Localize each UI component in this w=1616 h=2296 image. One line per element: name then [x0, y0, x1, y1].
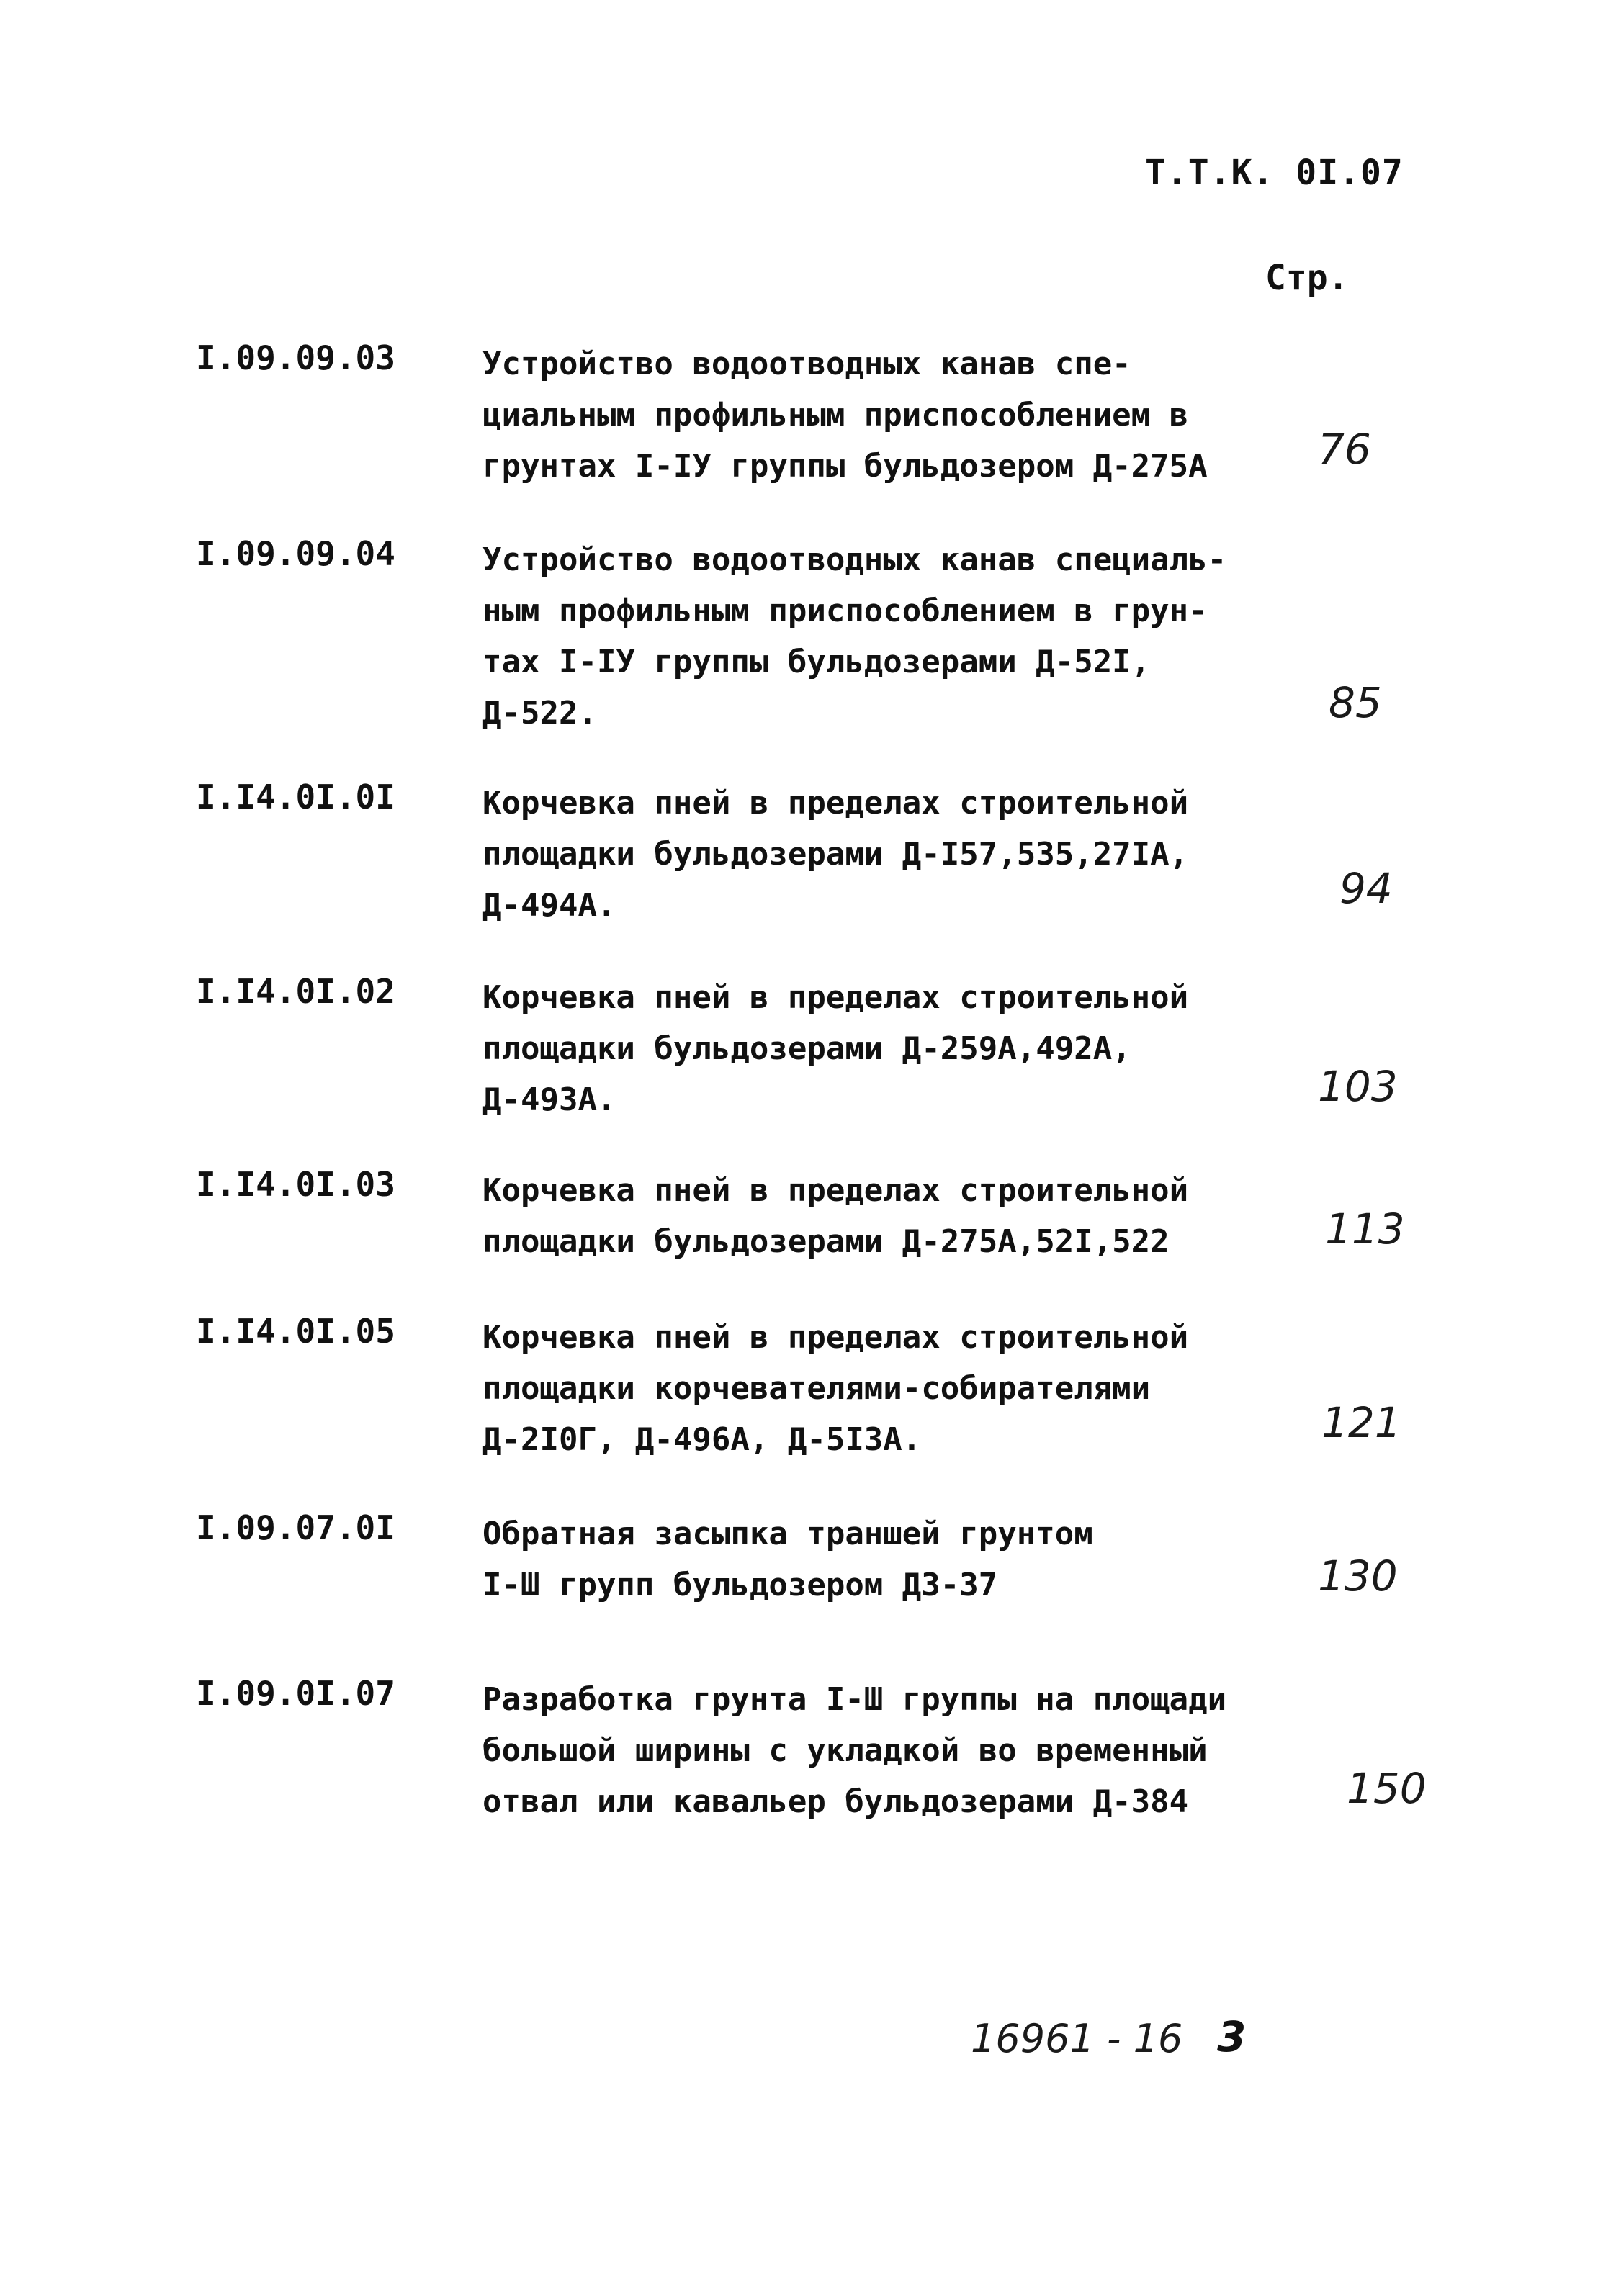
entry-title-line: Д-494А. — [482, 887, 616, 924]
entry-title — [482, 534, 1289, 739]
entry-page-number: 121 — [1321, 1398, 1401, 1447]
entry-title-line: ным профильным приспособлением в грун- — [482, 593, 1208, 629]
entry-title — [482, 338, 1289, 492]
entry-page-number: 103 — [1318, 1062, 1398, 1111]
entry-title-line: площадки корчевателями-собирателями — [482, 1370, 1151, 1407]
entry-title-line: тах I-IУ группы бульдозерами Д-52I, — [482, 644, 1151, 680]
document-code: Т.Т.К. 0I.07 — [1145, 153, 1404, 193]
entry-title-line: площадки бульдозерами Д-I57,535,27IА, — [482, 836, 1189, 873]
entry-code: I.I4.0I.02 — [196, 972, 395, 1011]
entry-title-line: Устройство водоотводных канав специаль- — [482, 541, 1227, 578]
entry-code: I.09.07.0I — [196, 1508, 395, 1547]
entry-page-number: 94 — [1339, 864, 1393, 913]
entry-code: I.09.09.04 — [196, 534, 395, 573]
entry-code: I.09.09.03 — [196, 338, 395, 377]
entry-code: I.I4.0I.05 — [196, 1312, 395, 1351]
entry-title — [482, 1165, 1289, 1267]
entry-title — [482, 778, 1289, 931]
entry-code: I.I4.0I.03 — [196, 1165, 395, 1204]
entry-page-number: 130 — [1318, 1552, 1398, 1601]
entry-page-number: 150 — [1347, 1764, 1427, 1813]
entry-title-line: площадки бульдозерами Д-259А,492А, — [482, 1030, 1131, 1067]
entry-code: I.I4.0I.0I — [196, 778, 395, 816]
entry-title-line: Д-493А. — [482, 1081, 616, 1118]
entry-title — [482, 972, 1289, 1125]
entry-title-line: Разработка грунта I-Ш группы на площади — [482, 1681, 1227, 1718]
page-number: 3 — [1217, 2012, 1247, 2061]
entry-title — [482, 1674, 1289, 1827]
entry-title — [482, 1508, 1289, 1611]
entry-title — [482, 1312, 1289, 1465]
entry-code: I.09.0I.07 — [196, 1674, 395, 1713]
entry-page-number: 85 — [1329, 678, 1382, 727]
entry-title-line: Обратная засыпка траншей грунтом — [482, 1516, 1093, 1552]
entry-title-line: Д-2I0Г, Д-496А, Д-5I3А. — [482, 1421, 922, 1458]
entry-title-line: Корчевка пней в пределах строительной — [482, 1172, 1189, 1209]
sheet-number: 16961 - 16 — [971, 2016, 1183, 2061]
entry-title-line: Корчевка пней в пределах строительной — [482, 979, 1189, 1016]
page-column-label: Стр. — [1265, 258, 1349, 298]
entry-title-line: отвал или кавальер бульдозерами Д-384 — [482, 1783, 1189, 1820]
entry-title-line: Корчевка пней в пределах строительной — [482, 1319, 1189, 1356]
entry-title-line: I-Ш групп бульдозером ДЗ-37 — [482, 1567, 998, 1603]
entry-title-line: грунтах I-IУ группы бульдозером Д-275А — [482, 448, 1208, 485]
entry-title-line: Устройство водоотводных канав спе- — [482, 346, 1131, 382]
entry-title-line: Д-522. — [482, 695, 597, 731]
entry-page-number: 113 — [1325, 1205, 1405, 1253]
entry-title-line: циальным профильным приспособлением в — [482, 397, 1189, 433]
entry-page-number: 76 — [1318, 425, 1371, 474]
entry-title-line: площадки бульдозерами Д-275А,52I,522 — [482, 1223, 1170, 1260]
entry-title-line: Корчевка пней в пределах строительной — [482, 785, 1189, 821]
entry-title-line: большой ширины с укладкой во временный — [482, 1732, 1208, 1769]
